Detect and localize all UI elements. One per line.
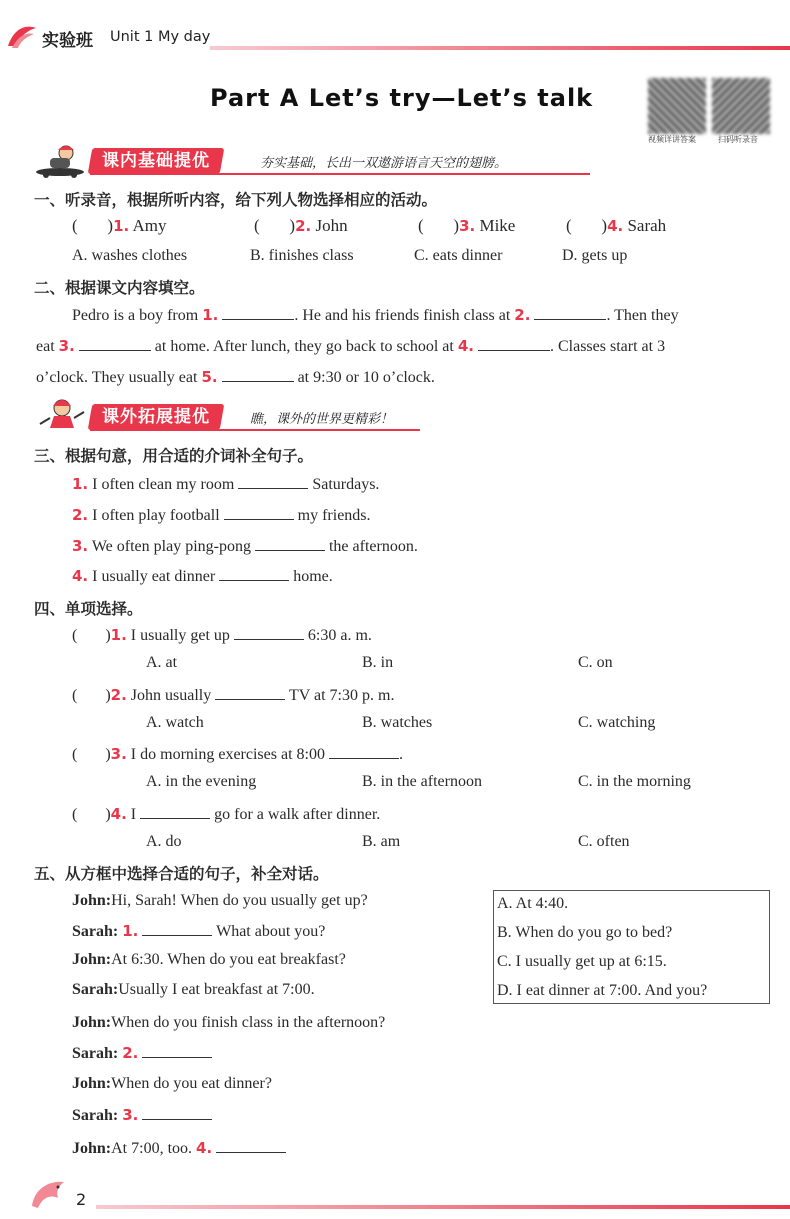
page-number: 2: [76, 1190, 87, 1209]
option-c: C. in the morning: [578, 773, 691, 790]
list-item: ( )4. Sarah: [566, 216, 667, 235]
option-b: B. in: [362, 654, 394, 671]
banner-extended-tag: 课外拓展提优: [102, 407, 210, 427]
list-item: ( )3. Mike: [418, 216, 516, 235]
option-a: A. watch: [146, 714, 204, 731]
section3-heading: 三、根据句意，用合适的介词补全句子。: [34, 447, 314, 465]
list-item: ( )2. John: [254, 216, 348, 235]
section5-heading: 五、从方框中选择合适的句子，补全对话。: [34, 865, 329, 883]
answer-box: [493, 890, 770, 1004]
blank-5[interactable]: [222, 367, 294, 382]
dialog-line: Sarah: 3.: [72, 1105, 212, 1126]
dialog-line: John:At 7:00, too. 4.: [72, 1138, 286, 1159]
blank[interactable]: [234, 625, 304, 640]
header-unit: Unit 1 My day: [110, 29, 211, 45]
banner-extended: [32, 404, 592, 432]
option-b: B. watches: [362, 714, 433, 731]
header-rule: [210, 46, 790, 50]
blank[interactable]: [142, 921, 212, 936]
blank[interactable]: [224, 505, 294, 520]
passage-line-3: o’clock. They usually eat 5. at 9:30 or 10 o’clock.: [36, 368, 435, 386]
option-a: A. at: [146, 654, 178, 671]
qr-code-audio-icon: [712, 78, 770, 134]
dialog-line: John:Hi, Sarah! When do you usually get up?: [72, 892, 368, 909]
skateboard-kid-icon: [32, 144, 88, 178]
dialog-line: John:When do you eat dinner?: [72, 1075, 272, 1092]
box-option-b: B. When do you go to bed?: [497, 924, 673, 941]
passage-line-2: eat 3. at home. After lunch, they go back to school at 4. . Classes start at 3: [36, 337, 666, 355]
header-logo-icon: [6, 22, 38, 50]
page-title: Part A Let’s try—Let’s talk: [210, 84, 594, 112]
blank[interactable]: [238, 474, 308, 489]
blank-1[interactable]: [222, 305, 294, 320]
passage-line-1: Pedro is a boy from 1. . He and his friends finish class at 2. . Then they: [72, 306, 679, 324]
option-b: B. am: [362, 833, 401, 850]
banner-extended-slogan: 瞧，课外的世界更精彩！: [250, 412, 394, 427]
blank[interactable]: [255, 536, 325, 551]
option-b: B. finishes class: [250, 247, 354, 264]
list-item: ( )1. Amy: [72, 216, 167, 235]
section1-heading: 一、听录音，根据所听内容，给下列人物选择相应的活动。: [34, 191, 438, 209]
list-item: 2. I often play football my friends.: [72, 506, 371, 524]
list-item: 4. I usually eat dinner home.: [72, 567, 333, 585]
mc-question: ( )2. John usually TV at 7:30 p. m.: [72, 686, 395, 704]
box-option-d: D. I eat dinner at 7:00. And you?: [497, 982, 708, 999]
option-d: D. gets up: [562, 247, 628, 264]
blank[interactable]: [215, 685, 285, 700]
list-item: 1. I often clean my room Saturdays.: [72, 475, 380, 493]
option-a: A. do: [146, 833, 182, 850]
option-c: C. on: [578, 654, 613, 671]
mc-question: ( )4. I go for a walk after dinner.: [72, 805, 381, 823]
banner-basic-tag: 课内基础提优: [102, 151, 210, 171]
qr-code-video-icon: [648, 78, 706, 134]
list-item: 3. We often play ping-pong the afternoon.: [72, 537, 418, 555]
option-c: C. eats dinner: [414, 247, 503, 264]
mc-question: ( )1. I usually get up 6:30 a. m.: [72, 626, 372, 644]
blank-3[interactable]: [79, 336, 151, 351]
option-a: A. in the evening: [146, 773, 257, 790]
banner-basic: [32, 148, 592, 176]
section4-heading: 四、单项选择。: [34, 600, 143, 618]
dialog-line: John:When do you finish class in the afternoon?: [72, 1014, 386, 1031]
banner-basic-slogan: 夯实基础，长出一双遨游语言天空的翅膀。: [260, 156, 508, 171]
header-brand: 实验班: [42, 31, 93, 51]
option-c: C. watching: [578, 714, 656, 731]
blank[interactable]: [142, 1043, 212, 1058]
option-b: B. in the afternoon: [362, 773, 482, 790]
blank[interactable]: [219, 566, 289, 581]
blank-4[interactable]: [478, 336, 550, 351]
blank-2[interactable]: [534, 305, 606, 320]
qr-audio-label: 扫码听录音: [718, 135, 758, 144]
blank[interactable]: [329, 744, 399, 759]
box-option-c: C. I usually get up at 6:15.: [497, 953, 667, 970]
option-a: A. washes clothes: [72, 247, 188, 264]
footer-rule: [96, 1205, 790, 1209]
blank[interactable]: [142, 1105, 212, 1120]
box-option-a: A. At 4:40.: [497, 895, 569, 912]
section2-heading: 二、根据课文内容填空。: [34, 279, 205, 297]
mc-question: ( )3. I do morning exercises at 8:00 .: [72, 745, 403, 763]
dialog-line: Sarah: 2.: [72, 1043, 212, 1064]
qr-video-label: 视频详讲答案: [648, 135, 696, 144]
dialog-line: Sarah: 1. What about you?: [72, 922, 326, 940]
dialog-line: Sarah:Usually I eat breakfast at 7:00.: [72, 981, 315, 998]
option-c: C. often: [578, 833, 630, 850]
running-girl-icon: [36, 398, 88, 434]
dolphin-icon: [28, 1176, 74, 1212]
blank[interactable]: [216, 1138, 286, 1153]
dialog-line: John:At 6:30. When do you eat breakfast?: [72, 951, 346, 968]
blank[interactable]: [140, 804, 210, 819]
